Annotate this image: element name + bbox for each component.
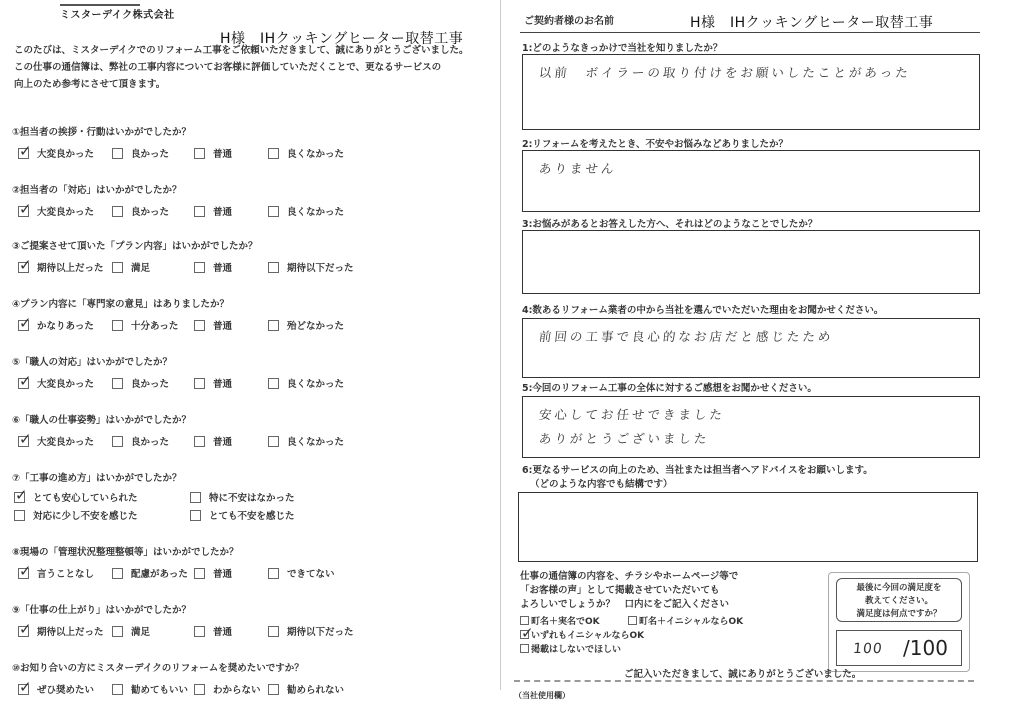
option-label: 普通 (213, 207, 233, 218)
handwritten-answer: 前回の工事で良心的なお店だと感じたため (538, 329, 835, 344)
company-name: ミスターデイク株式会社 (60, 10, 175, 21)
option-label: 良くなかった (287, 149, 345, 160)
option-label: 期待以下だった (287, 627, 354, 638)
answer-option[interactable] (18, 566, 94, 580)
answer-option[interactable] (112, 566, 188, 580)
question-title: ⑤「職人の対応」はいかがでしたか？ (12, 357, 173, 368)
option-label: 配慮があった (131, 569, 188, 580)
satisfaction-prompt (836, 578, 962, 622)
checkbox[interactable] (18, 626, 29, 637)
office-use-label: （当社使用欄） (514, 691, 570, 700)
checkbox[interactable] (268, 320, 279, 331)
intro-line: このたびは、ミスターデイクでのリフォーム工事をご依頼いただきまして、誠にありがとうございました。 (14, 45, 469, 56)
option-label: 良かった (131, 437, 170, 448)
checkbox[interactable] (194, 148, 205, 159)
answer-box[interactable] (522, 230, 980, 294)
checkbox[interactable] (628, 616, 637, 625)
option-label: 大変良かった (37, 149, 95, 160)
option-label: 掲載はしないでほしい (531, 645, 622, 655)
free-question-sublabel: （どのような内容でも結構です） (530, 479, 673, 490)
answer-option[interactable] (268, 434, 344, 448)
column-divider (500, 0, 501, 690)
checkbox[interactable] (520, 630, 529, 639)
option-label: ぜひ奨めたい (37, 685, 95, 696)
option-label: 普通 (213, 437, 233, 448)
checkbox[interactable] (14, 510, 25, 521)
checkbox[interactable] (268, 436, 279, 447)
checkbox[interactable] (194, 568, 205, 579)
free-question-label: 5:今回のリフォーム工事の全体に対するご感想をお聞かせください。 (522, 383, 817, 394)
answer-option[interactable] (18, 624, 104, 638)
free-question-label: 1:どのようなきっかけで当社を知りましたか？ (522, 43, 723, 54)
answer-option[interactable] (194, 566, 232, 580)
answer-box[interactable] (522, 318, 980, 378)
option-label: 良かった (131, 149, 170, 160)
answer-box[interactable] (522, 150, 980, 212)
checkbox[interactable] (18, 320, 29, 331)
option-label: 期待以上だった (37, 627, 104, 638)
option-label: 普通 (213, 569, 233, 580)
option-label: とても不安を感じた (209, 511, 295, 522)
answer-option[interactable] (268, 566, 335, 580)
checkbox[interactable] (112, 320, 123, 331)
satisfaction-score-box[interactable] (836, 630, 962, 666)
answer-option[interactable] (18, 376, 94, 390)
option-label: わからない (213, 685, 261, 696)
answer-option[interactable] (194, 146, 232, 160)
option-label: 大変良かった (37, 379, 95, 390)
thanks-message: ご記入いただきまして、誠にありがとうございました。 (624, 669, 862, 680)
answer-option[interactable] (268, 682, 344, 696)
answer-option[interactable] (112, 624, 150, 638)
option-label: 普通 (213, 379, 233, 390)
publish-option[interactable] (628, 614, 743, 627)
answer-option[interactable] (194, 260, 232, 274)
option-label: 普通 (213, 321, 233, 332)
checkbox[interactable] (194, 320, 205, 331)
satisfaction-line: 教えてください。 (864, 596, 933, 606)
answer-option[interactable] (112, 204, 169, 218)
customer-name-label: ご契約者様のお名前 (524, 16, 614, 27)
option-label: 大変良かった (37, 207, 95, 218)
answer-option[interactable] (194, 624, 232, 638)
option-label: 期待以下だった (287, 263, 354, 274)
checkbox[interactable] (18, 148, 29, 159)
option-label: 大変良かった (37, 437, 95, 448)
checkbox[interactable] (112, 206, 123, 217)
option-label: 良かった (131, 207, 170, 218)
checkbox[interactable] (18, 436, 29, 447)
answer-option[interactable] (18, 146, 94, 160)
option-label: 殆どなかった (287, 321, 345, 332)
answer-option[interactable] (190, 508, 295, 522)
handwritten-answer: 安心してお任せできました (538, 407, 726, 422)
checkbox[interactable] (18, 206, 29, 217)
answer-option[interactable] (112, 434, 169, 448)
checkbox[interactable] (18, 262, 29, 273)
publish-option[interactable] (520, 642, 621, 655)
option-label: 普通 (213, 149, 233, 160)
checkbox[interactable] (112, 262, 123, 273)
free-question-label: 2:リフォームを考えたとき、不安やお悩みなどありましたか？ (522, 139, 789, 150)
option-label: 満足 (131, 627, 151, 638)
checkbox[interactable] (268, 568, 279, 579)
answer-box[interactable] (522, 396, 980, 458)
checkbox[interactable] (190, 510, 201, 521)
checkbox[interactable] (194, 436, 205, 447)
question-title: ④プラン内容に「専門家の意見」はありましたか？ (12, 299, 230, 310)
free-question-label: 6:更なるサービスの向上のため、当社または担当者へアドバイスをお願いします。 (522, 465, 873, 476)
checkbox[interactable] (268, 684, 279, 695)
answer-option[interactable] (112, 376, 169, 390)
publish-line: 「お客様の声」として掲載させていただいても (520, 585, 720, 596)
satisfaction-line: 満足度は何点ですか？ (856, 609, 942, 619)
publish-option[interactable] (520, 628, 644, 641)
answer-option[interactable] (194, 682, 261, 696)
checkbox[interactable] (112, 568, 123, 579)
answer-option[interactable] (268, 318, 344, 332)
answer-option[interactable] (18, 682, 94, 696)
checkbox[interactable] (194, 684, 205, 695)
checkbox[interactable] (268, 148, 279, 159)
checkbox[interactable] (18, 568, 29, 579)
question-title: ⑨「仕事の仕上がり」はいかがでしたか？ (12, 605, 192, 616)
question-title: ⑦「工事の進め方」はいかがでしたか？ (12, 473, 182, 484)
answer-option[interactable] (14, 490, 138, 504)
question-title: ⑩お知り合いの方にミスターデイクのリフォームを奨めたいですか？ (12, 663, 304, 674)
option-label: いずれもイニシャルならOK (531, 631, 645, 641)
office-use-divider (514, 680, 974, 682)
option-label: 普通 (213, 263, 233, 274)
checkbox[interactable] (268, 626, 279, 637)
checkbox[interactable] (194, 206, 205, 217)
answer-option[interactable] (14, 508, 138, 522)
answer-option[interactable] (18, 434, 94, 448)
question-title: ①担当者の挨拶・行動はいかがでしたか？ (12, 127, 192, 138)
question-title: ②担当者の「対応」はいかがでしたか？ (12, 185, 182, 196)
answer-option[interactable] (194, 434, 232, 448)
free-question-label: 3:お悩みがあるとお答えした方へ、それはどのようなことでしたか？ (522, 219, 818, 230)
handwritten-answer: ありません (538, 161, 618, 176)
answer-option[interactable] (194, 376, 232, 390)
checkbox[interactable] (112, 684, 123, 695)
publish-consent-text (520, 570, 738, 612)
answer-option[interactable] (18, 318, 94, 332)
answer-option[interactable] (268, 260, 354, 274)
checkbox[interactable] (194, 262, 205, 273)
option-label: 普通 (213, 627, 233, 638)
satisfaction-max: /100 (903, 636, 948, 660)
option-label: 対応に少し不安を感じた (33, 511, 138, 522)
option-label: 勧められない (287, 685, 345, 696)
publish-line: 仕事の通信簿の内容を、チラシやホームページ等で (520, 571, 739, 582)
checkbox[interactable] (268, 262, 279, 273)
option-label: とても安心していられた (33, 493, 138, 504)
answer-box[interactable] (518, 492, 978, 562)
free-question-label: 4:数あるリフォーム業者の中から当社を選んでいただいた理由をお聞かせください。 (522, 305, 884, 316)
satisfaction-score: 100 (852, 641, 884, 657)
intro-line: この仕事の通信簿は、弊社の工事内容についてお客様に評価していただくことで、更なるサービスの (14, 62, 442, 73)
answer-option[interactable] (268, 624, 354, 638)
checkbox[interactable] (112, 626, 123, 637)
checkbox[interactable] (112, 378, 123, 389)
checkbox[interactable] (268, 206, 279, 217)
answer-option[interactable] (268, 376, 344, 390)
option-label: 言うことなし (37, 569, 95, 580)
publish-line: よろしいでしょうか？ 口内にをご記入ください (520, 599, 730, 610)
option-label: 特に不安はなかった (209, 493, 295, 504)
option-label: 満足 (131, 263, 151, 274)
checkbox[interactable] (520, 644, 529, 653)
intro-line: 向上のため参考にさせて頂きます。 (14, 79, 166, 90)
option-label: 良くなかった (287, 379, 345, 390)
checkbox[interactable] (194, 378, 205, 389)
answer-option[interactable] (112, 682, 188, 696)
name-underline (520, 32, 980, 33)
answer-option[interactable] (268, 146, 344, 160)
option-label: 勧めてもいい (131, 685, 189, 696)
option-label: かなりあった (37, 321, 94, 332)
option-label: 町名＋実名でOK (531, 617, 600, 627)
answer-option[interactable] (194, 204, 232, 218)
option-label: できてない (287, 569, 335, 580)
project-title: H様 IHクッキングヒーター取替工事 (220, 31, 464, 47)
option-label: 町名＋イニシャルならOK (639, 617, 744, 627)
checkbox[interactable] (18, 378, 29, 389)
customer-name-value: H様 IHクッキングヒーター取替工事 (690, 15, 934, 31)
checkbox[interactable] (18, 684, 29, 695)
checkbox[interactable] (112, 148, 123, 159)
checkbox[interactable] (268, 378, 279, 389)
answer-option[interactable] (18, 204, 94, 218)
answer-option[interactable] (190, 490, 295, 504)
checkbox[interactable] (14, 492, 25, 503)
checkbox[interactable] (112, 436, 123, 447)
option-label: 良かった (131, 379, 170, 390)
answer-box[interactable] (522, 54, 980, 130)
intro-text (14, 42, 494, 93)
answer-option[interactable] (112, 146, 169, 160)
option-label: 十分あった (131, 321, 179, 332)
checkbox[interactable] (194, 626, 205, 637)
answer-option[interactable] (112, 260, 150, 274)
answer-option[interactable] (194, 318, 232, 332)
option-label: 良くなかった (287, 437, 345, 448)
handwritten-answer: ありがとうございました (538, 431, 711, 446)
answer-option[interactable] (18, 260, 104, 274)
question-title: ⑧現場の「管理状況整理整頓等」はいかがでしたか？ (12, 547, 239, 558)
satisfaction-line: 最後に今回の満足度を (856, 583, 942, 593)
option-label: 期待以上だった (37, 263, 104, 274)
handwritten-answer: 以前 ボイラーの取り付けをお願いしたことがあった (538, 65, 912, 80)
checkbox[interactable] (190, 492, 201, 503)
question-title: ⑥「職人の仕事姿勢」はいかがでしたか？ (12, 415, 192, 426)
question-title: ③ご提案させて頂いた「プラン内容」はいかがでしたか？ (12, 241, 258, 252)
option-label: 良くなかった (287, 207, 345, 218)
answer-option[interactable] (268, 204, 344, 218)
answer-option[interactable] (112, 318, 178, 332)
